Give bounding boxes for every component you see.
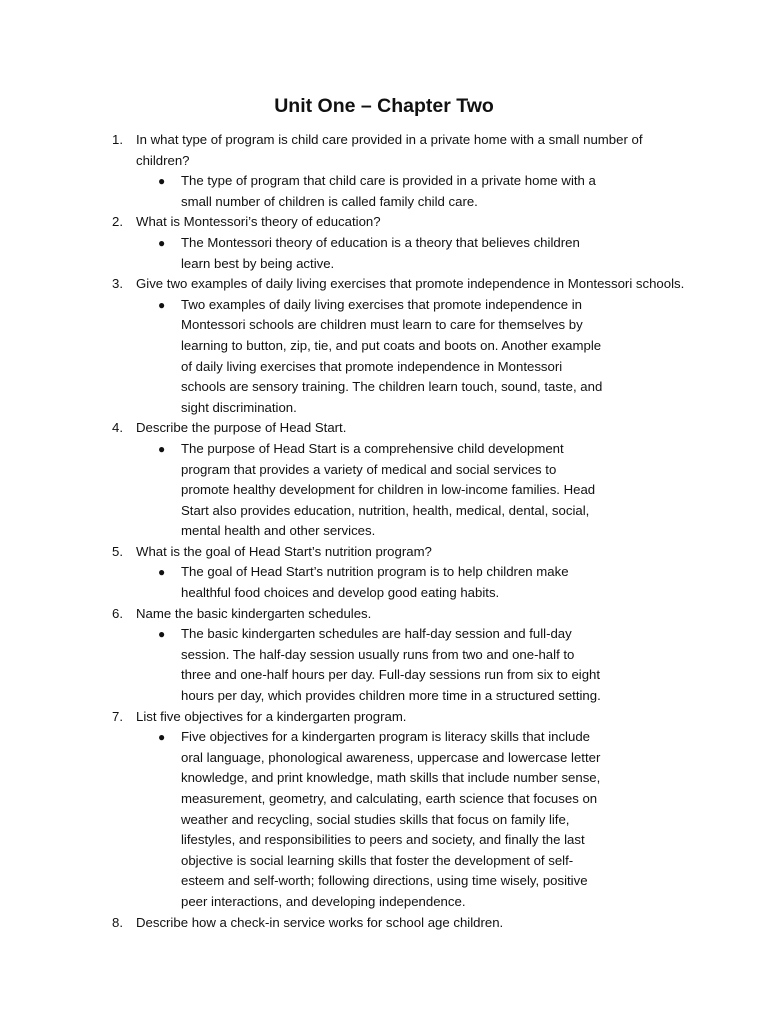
question-number: 5.: [112, 543, 123, 559]
question-text: What is the goal of Head Start’s nutrition program?: [136, 543, 432, 559]
answer-text: The basic kindergarten schedules are half-day session and full-day session. The half-day session usually runs from two and one-half to three and one-half hours per day. Full-day sessions run from six to eight hours per day, which provides children more time in a structured setting.: [181, 626, 601, 704]
answer-list: [158, 295, 608, 419]
answer-block-3: [0, 295, 768, 419]
question-item-1: [0, 130, 768, 171]
answer-text: Five objectives for a kindergarten program is literacy skills that include oral language, phonological awareness, uppercase and lowercase letter knowledge, and print knowledge, math skills that include number sense, measurement, geometry, and calculating, earth science that focuses on weather and recycling, social studies skills that focus on family life, lifestyles, and responsibilities to peers and society, and finally the last objective is social learning skills that foster the development of self-esteem and self-worth; following directions, using time wisely, positive peer interactions, and developing independence.: [181, 729, 601, 909]
question-text: In what type of program is child care provided in a private home with a small number of children?: [136, 132, 643, 168]
question-text: Describe the purpose of Head Start.: [136, 420, 347, 436]
answer-block-7: [0, 727, 768, 912]
answer-list: [158, 624, 608, 706]
question-text: List five objectives for a kindergarten program.: [136, 708, 407, 724]
answer-list: [158, 439, 608, 542]
answer-block-5: [0, 562, 768, 603]
answer-list: [158, 562, 608, 603]
answer-text: The type of program that child care is provided in a private home with a small number of children is called family child care.: [181, 173, 596, 209]
question-item-2: [0, 212, 768, 233]
answer-item: [158, 562, 608, 603]
question-item-6: [0, 604, 768, 625]
answer-item: [158, 295, 608, 419]
question-item-8: [0, 913, 768, 934]
answer-list: [158, 171, 608, 212]
bullet-icon: ●: [158, 565, 166, 580]
answer-text: The purpose of Head Start is a comprehensive child development program that provides a variety of medical and social services to promote healthy development for children in low-income families. Head Start also provides education, nutrition, health, medical, dental, social, mental health and other services.: [181, 440, 596, 539]
question-number: 2.: [112, 214, 123, 230]
answer-item: [158, 439, 608, 542]
answer-block-1: [0, 171, 768, 212]
question-number: 4.: [112, 420, 123, 436]
bullet-icon: ●: [158, 730, 166, 745]
answer-block-2: [0, 233, 768, 274]
question-item-4: [0, 418, 768, 439]
answer-item: [158, 727, 608, 912]
bullet-icon: ●: [158, 174, 166, 189]
bullet-icon: ●: [158, 441, 166, 456]
question-number: 3.: [112, 276, 123, 292]
question-number: 8.: [112, 914, 123, 930]
answer-block-6: [0, 624, 768, 706]
answer-item: [158, 624, 608, 706]
question-item-5: [0, 542, 768, 563]
answer-list: [158, 233, 608, 274]
question-number: 6.: [112, 605, 123, 621]
answer-text: Two examples of daily living exercises that promote independence in Montessori schools are children must learn to care for themselves by learning to button, zip, tie, and put coats and boots on. Another example of daily living exercises that promote independence in Montessori schools are sensory training. The children learn touch, sound, taste, and sight discrimination.: [181, 296, 603, 415]
question-number: 1.: [112, 132, 123, 147]
question-text: What is Montessori’s theory of education?: [136, 214, 381, 230]
bullet-icon: ●: [158, 627, 166, 642]
page-title: Unit One – Chapter Two: [274, 95, 494, 117]
question-text: Describe how a check-in service works for school age children.: [136, 914, 504, 930]
answer-item: [158, 233, 608, 274]
question-text: Give two examples of daily living exercises that promote independence in Montessori schools.: [136, 276, 685, 292]
question-item-7: [0, 707, 768, 728]
bullet-icon: ●: [158, 297, 166, 312]
bullet-icon: ●: [158, 235, 166, 250]
question-text: Name the basic kindergarten schedules.: [136, 605, 372, 621]
answer-item: [158, 171, 608, 212]
question-list: [0, 130, 768, 933]
answer-block-4: [0, 439, 768, 542]
question-number: 7.: [112, 708, 123, 724]
answer-text: The goal of Head Start’s nutrition program is to help children make healthful food choices and develop good eating habits.: [181, 564, 569, 601]
question-item-3: [0, 274, 768, 295]
answer-text: The Montessori theory of education is a theory that believes children learn best by being active.: [181, 234, 580, 271]
answer-list: [158, 727, 608, 912]
